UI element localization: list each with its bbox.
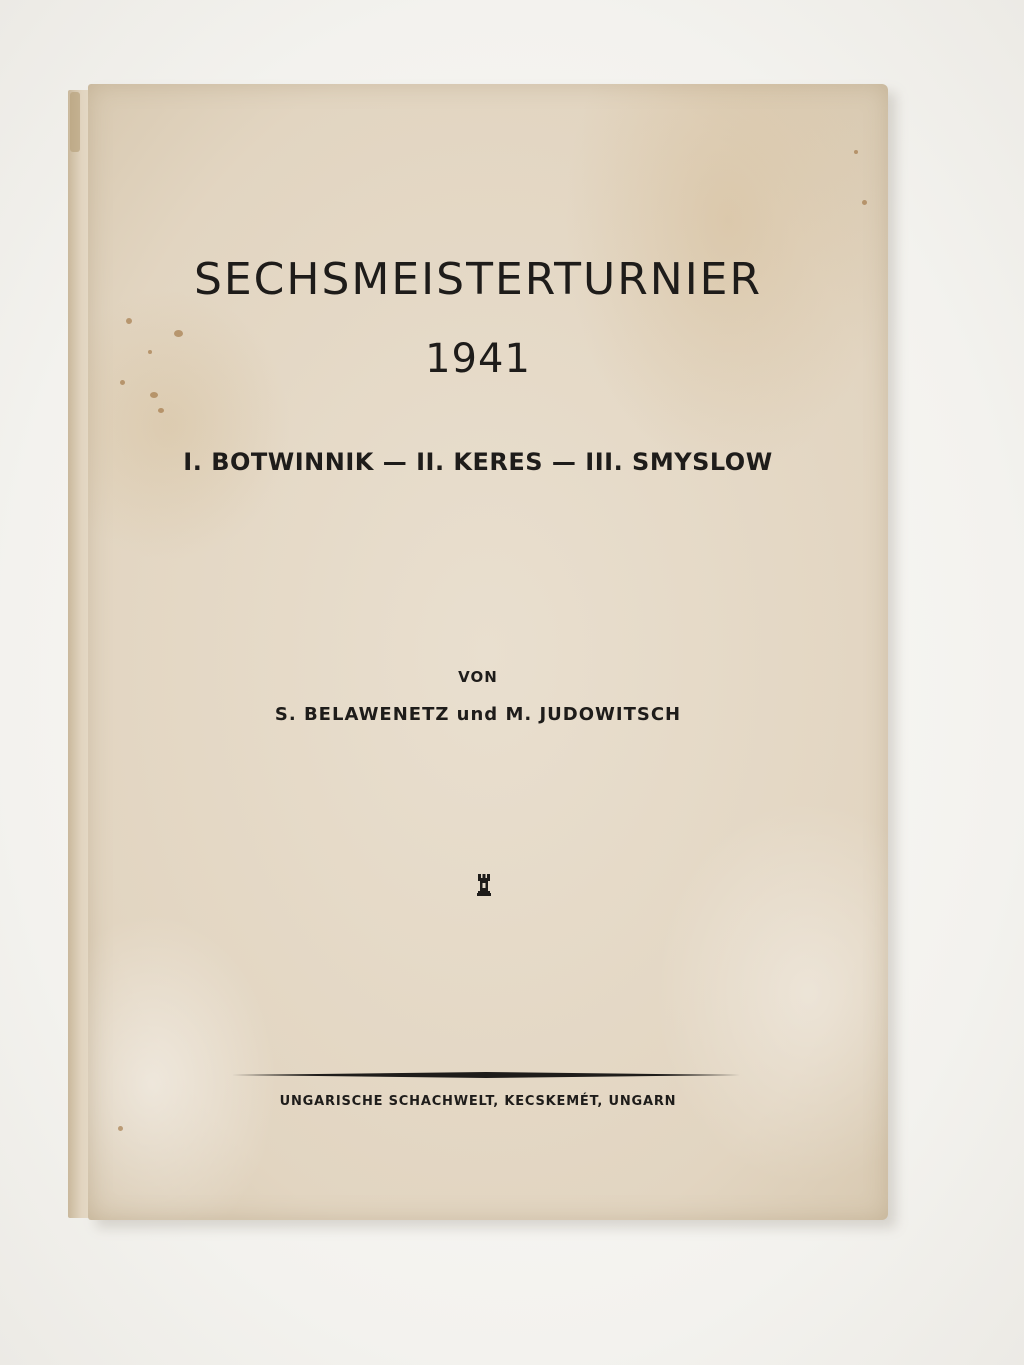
by-label: VON	[458, 668, 498, 686]
publisher-line: UNGARISCHE SCHACHWELT, KECSKEMÉT, UNGARN	[279, 1094, 677, 1109]
foxing-stain	[854, 150, 858, 154]
decorative-rule	[232, 1072, 740, 1078]
foxing-stain	[126, 318, 132, 324]
book-title: SECHSMEISTERTURNIER	[193, 254, 763, 305]
foxing-stain	[118, 1126, 123, 1131]
chess-rook-icon	[477, 874, 491, 900]
chess-rook-icon-graphic	[477, 874, 491, 896]
authors-line: S. BELAWENETZ und M. JUDOWITSCH	[274, 704, 682, 725]
book-year: 1941	[425, 336, 531, 382]
spine-damage	[70, 92, 80, 152]
foxing-stain	[150, 392, 158, 398]
foxing-stain	[862, 200, 867, 205]
foxing-stain	[158, 408, 164, 413]
book-spine-edge	[68, 90, 90, 1218]
winners-line: I. BOTWINNIK — II. KERES — III. SMYSLOW	[183, 448, 773, 476]
